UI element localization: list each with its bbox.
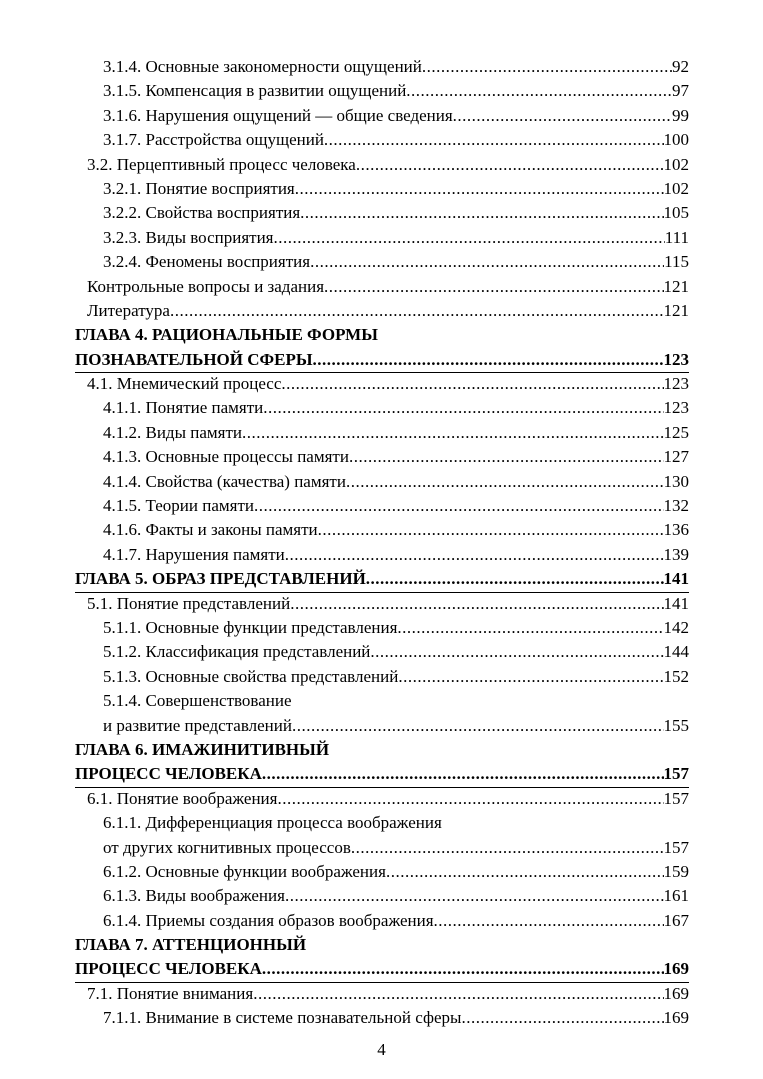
toc-subsection-entry xyxy=(75,177,689,201)
toc-subsection-entry xyxy=(75,884,689,908)
toc-entry-title: 6.1.4. Приемы создания образов воображения xyxy=(103,910,434,930)
toc-entry-page: 141 xyxy=(663,593,689,613)
dot-leader xyxy=(295,177,664,201)
toc-entry-title-first-line: ГЛАВА 6. ИМАЖИНИТИВНЫЙ xyxy=(75,739,330,759)
toc-entry-title: 4.1.5. Теории памяти xyxy=(103,496,254,516)
toc-chapter-entry xyxy=(75,933,689,982)
dot-leader xyxy=(406,79,672,103)
toc-subsection-entry xyxy=(75,226,689,250)
toc-subsection-entry xyxy=(75,665,689,689)
toc-entry-title-first-line: ГЛАВА 4. РАЦИОНАЛЬНЫЕ ФОРМЫ xyxy=(75,325,378,345)
toc-entry-page: 100 xyxy=(663,130,689,150)
toc-entry-page: 99 xyxy=(672,105,689,125)
toc-section-entry xyxy=(75,372,689,396)
toc-entry-page: 102 xyxy=(663,154,689,174)
toc-subsection-entry xyxy=(75,128,689,152)
toc-entry-title: 5.1.1. Основные функции представления xyxy=(103,617,398,637)
dot-leader xyxy=(170,299,664,323)
dot-leader xyxy=(290,592,663,616)
toc-subsection-entry xyxy=(75,616,689,640)
toc-entry-page: 141 xyxy=(663,569,689,589)
toc-entry-page: 92 xyxy=(672,57,689,76)
toc-entry-page: 105 xyxy=(663,203,689,223)
toc-chapter-entry xyxy=(75,323,689,372)
toc-entry-page: 130 xyxy=(663,471,689,491)
toc-entry-title: 4.1.4. Свойства (качества) памяти xyxy=(103,471,346,491)
toc-entry-title: 7.1.1. Внимание в системе познавательной сферы xyxy=(103,1008,462,1028)
toc-entry-page: 115 xyxy=(664,252,689,272)
dot-leader xyxy=(356,153,664,177)
toc-subsection-entry xyxy=(75,543,689,567)
toc-entry-title: 4.1. Мнемический процесс xyxy=(87,374,282,394)
toc-subsection-entry xyxy=(75,396,689,420)
toc-entry-page: 123 xyxy=(663,374,689,394)
dot-leader xyxy=(461,1006,663,1030)
toc-entry-title: 6.1. Понятие воображения xyxy=(87,788,278,808)
toc-entry-title: 5.1.2. Классификация представлений xyxy=(103,642,371,662)
toc-entry-page: 161 xyxy=(663,886,689,906)
toc-entry-page: 111 xyxy=(664,227,689,247)
dot-leader xyxy=(349,445,664,469)
dot-leader xyxy=(285,543,664,567)
toc-entry-title: 3.2.1. Понятие восприятия xyxy=(103,178,295,198)
dot-leader xyxy=(351,836,664,860)
toc-subsection-entry xyxy=(75,445,689,469)
dot-leader xyxy=(422,55,672,79)
toc-entry-title: ПОЗНАВАТЕЛЬНОЙ СФЕРЫ xyxy=(75,349,313,369)
toc-entry-page: 102 xyxy=(663,178,689,198)
toc-subsection-entry xyxy=(75,421,689,445)
toc-entry-title: 7.1. Понятие внимания xyxy=(87,983,254,1003)
toc-entry-page: 121 xyxy=(663,276,689,296)
toc-subsection-entry xyxy=(75,1006,689,1030)
dot-leader xyxy=(274,226,665,250)
toc-entry-page: 142 xyxy=(663,617,689,637)
toc-subsection-entry xyxy=(75,250,689,274)
toc-entry-page: 169 xyxy=(663,983,689,1003)
toc-entry-title: 6.1.3. Виды воображения xyxy=(103,886,285,906)
toc-entry-page: 123 xyxy=(663,349,689,369)
toc-entry-page: 132 xyxy=(663,496,689,516)
dot-leader xyxy=(318,518,664,542)
toc-entry-page: 159 xyxy=(663,861,689,881)
dot-leader xyxy=(262,957,664,981)
toc-entry-title: 4.1.7. Нарушения памяти xyxy=(103,544,285,564)
toc-entry-title: ГЛАВА 5. ОБРАЗ ПРЕДСТАВЛЕНИЙ xyxy=(75,569,366,589)
dot-leader xyxy=(292,714,664,738)
toc-entry-page: 139 xyxy=(663,544,689,564)
page-number: 4 xyxy=(377,1040,386,1059)
dot-leader xyxy=(300,201,663,225)
toc-subsection-entry xyxy=(75,811,689,860)
toc-entry-title: 3.1.5. Компенсация в развитии ощущений xyxy=(103,81,407,101)
toc-chapter-entry xyxy=(75,738,689,787)
toc-entry-page: 157 xyxy=(663,764,689,784)
toc-entry-page: 157 xyxy=(663,837,689,857)
toc-entry-title: 5.1. Понятие представлений xyxy=(87,593,291,613)
toc-subsection-entry xyxy=(75,494,689,518)
dot-leader xyxy=(366,567,664,591)
dot-leader xyxy=(253,982,663,1006)
toc-subsection-entry xyxy=(75,689,689,738)
toc-subsection-entry xyxy=(75,104,689,128)
toc-section-entry xyxy=(75,299,689,323)
toc-entry-page: 169 xyxy=(663,959,689,979)
toc-entry-title: 3.1.7. Расстройства ощущений xyxy=(103,130,324,150)
toc-entry-page: 157 xyxy=(663,788,689,808)
toc-entry-title: ПРОЦЕСС ЧЕЛОВЕКА xyxy=(75,959,262,979)
toc-entry-page: 155 xyxy=(663,715,689,735)
toc-entry-page: 167 xyxy=(663,910,689,930)
dot-leader xyxy=(346,470,664,494)
toc-entry-title: 4.1.6. Факты и законы памяти xyxy=(103,520,318,540)
toc-section-entry xyxy=(75,592,689,616)
toc-entry-title-first-line: ГЛАВА 7. АТТЕНЦИОННЫЙ xyxy=(75,935,307,955)
dot-leader xyxy=(434,909,664,933)
toc-subsection-entry xyxy=(75,79,689,103)
toc-entry-title: 3.2.2. Свойства восприятия xyxy=(103,203,301,223)
dot-leader xyxy=(453,104,672,128)
dot-leader xyxy=(397,616,663,640)
toc-entry-title: 3.2.3. Виды восприятия xyxy=(103,227,274,247)
table-of-contents xyxy=(75,55,689,1031)
toc-subsection-entry xyxy=(75,201,689,225)
toc-section-entry xyxy=(75,982,689,1006)
toc-entry-page: 169 xyxy=(663,1008,689,1028)
toc-entry-title-first-line: 6.1.1. Дифференциация процесса воображения xyxy=(103,813,442,833)
toc-entry-title-first-line: 5.1.4. Совершенствование xyxy=(103,691,292,711)
dot-leader xyxy=(254,494,664,518)
toc-entry-page: 136 xyxy=(663,520,689,540)
toc-subsection-entry xyxy=(75,55,689,79)
dot-leader xyxy=(313,348,664,372)
toc-entry-title: от других когнитивных процессов xyxy=(103,837,351,857)
toc-entry-title: 5.1.3. Основные свойства представлений xyxy=(103,666,399,686)
toc-entry-title: ПРОЦЕСС ЧЕЛОВЕКА xyxy=(75,764,262,784)
dot-leader xyxy=(324,128,664,152)
toc-entry-title: Литература xyxy=(87,300,170,320)
toc-entry-title: 6.1.2. Основные функции воображения xyxy=(103,861,386,881)
dot-leader xyxy=(242,421,663,445)
toc-section-entry xyxy=(75,153,689,177)
toc-entry-page: 123 xyxy=(663,398,689,418)
dot-leader xyxy=(310,250,664,274)
toc-entry-page: 97 xyxy=(672,81,689,101)
toc-chapter-entry xyxy=(75,567,689,591)
toc-subsection-entry xyxy=(75,909,689,933)
dot-leader xyxy=(263,396,663,420)
toc-entry-page: 121 xyxy=(663,300,689,320)
dot-leader xyxy=(324,275,663,299)
toc-section-entry xyxy=(75,275,689,299)
dot-leader xyxy=(398,665,663,689)
toc-subsection-entry xyxy=(75,518,689,542)
dot-leader xyxy=(285,884,664,908)
toc-entry-title: 4.1.3. Основные процессы памяти xyxy=(103,447,349,467)
toc-subsection-entry xyxy=(75,470,689,494)
toc-entry-title: 3.2.4. Феномены восприятия xyxy=(103,252,311,272)
toc-entry-title: 3.1.6. Нарушения ощущений — общие сведения xyxy=(103,105,453,125)
dot-leader xyxy=(262,762,664,786)
toc-entry-page: 127 xyxy=(663,447,689,467)
dot-leader xyxy=(277,787,663,811)
dot-leader xyxy=(281,372,663,396)
toc-section-entry xyxy=(75,787,689,811)
toc-entry-title: 4.1.1. Понятие памяти xyxy=(103,398,264,418)
toc-subsection-entry xyxy=(75,640,689,664)
toc-entry-title: 4.1.2. Виды памяти xyxy=(103,422,243,442)
toc-entry-title: 3.1.4. Основные закономерности ощущений xyxy=(103,57,422,76)
dot-leader xyxy=(386,860,664,884)
dot-leader xyxy=(370,640,663,664)
toc-entry-page: 125 xyxy=(663,422,689,442)
toc-entry-page: 152 xyxy=(663,666,689,686)
toc-entry-page: 144 xyxy=(663,642,689,662)
toc-entry-title: 3.2. Перцептивный процесс человека xyxy=(87,154,356,174)
toc-entry-title: и развитие представлений xyxy=(103,715,292,735)
toc-entry-title: Контрольные вопросы и задания xyxy=(87,276,325,296)
toc-subsection-entry xyxy=(75,860,689,884)
